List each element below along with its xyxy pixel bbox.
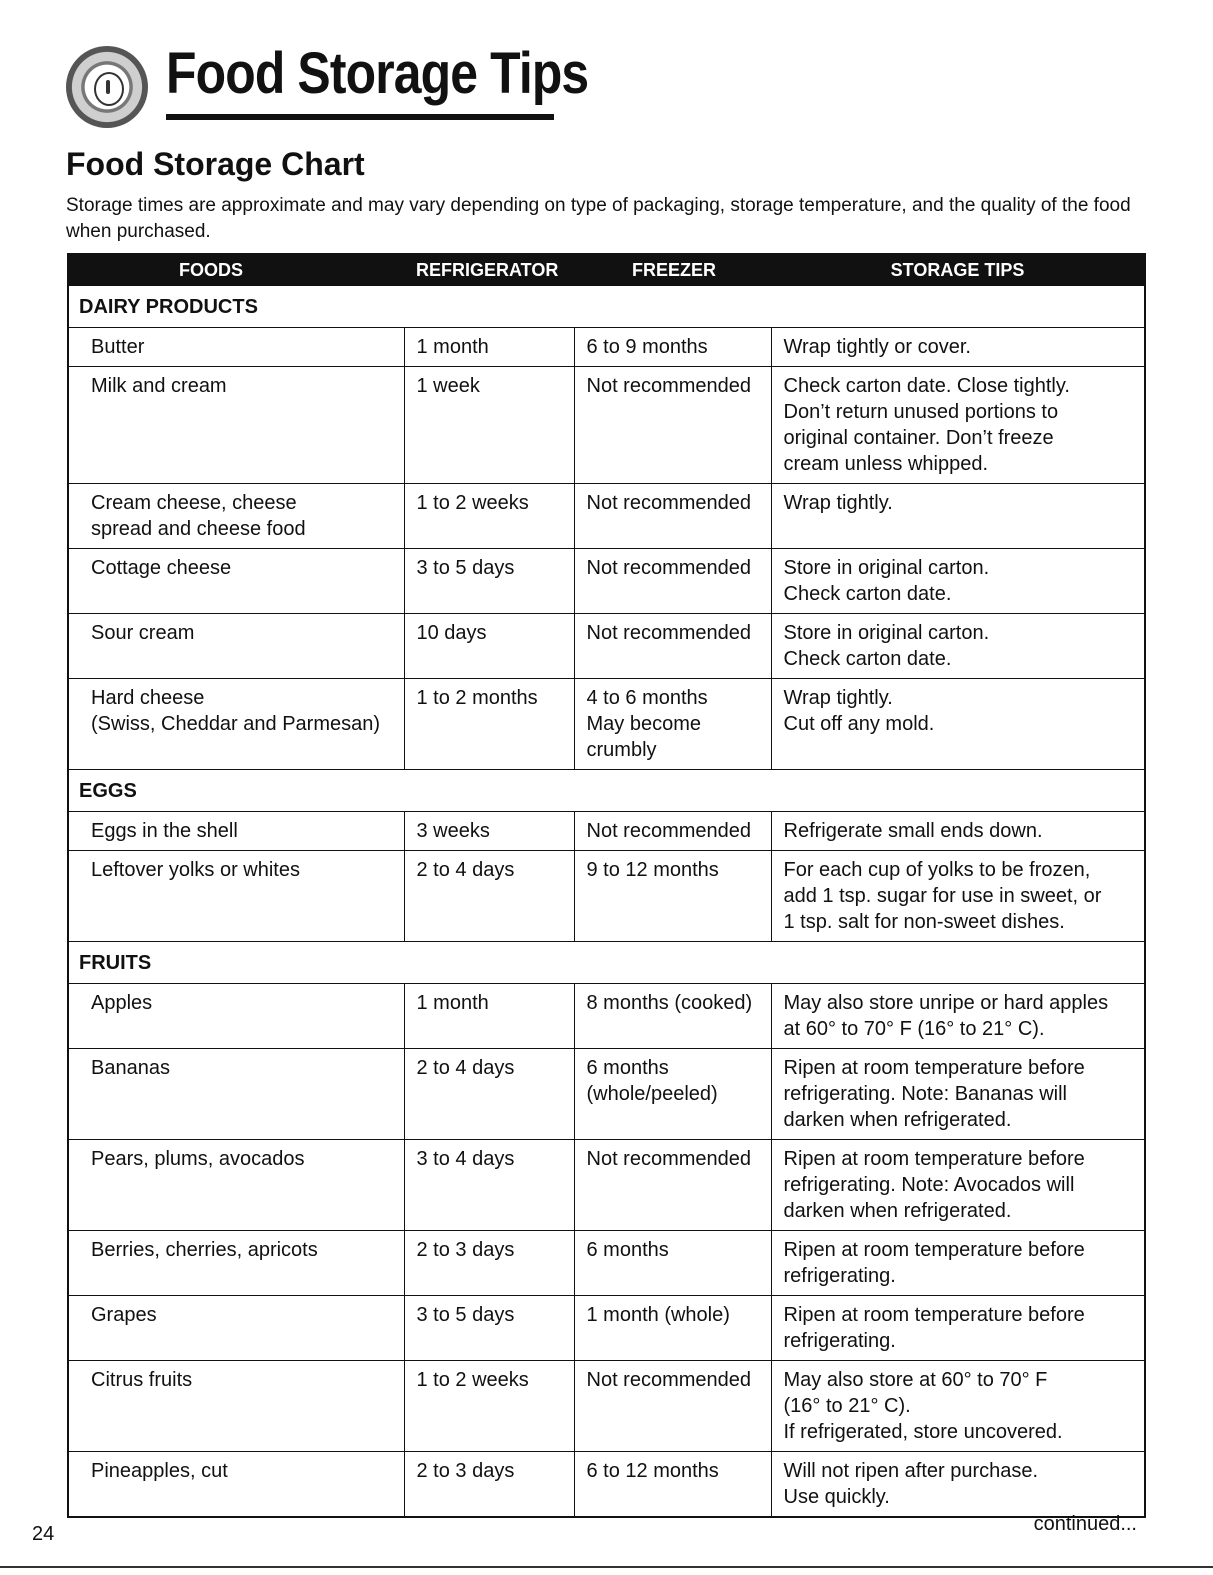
table-body [68, 286, 1145, 1518]
storage-tip-cell: Will not ripen after purchase. Use quickly. [771, 1452, 1145, 1518]
section-heading: DAIRY PRODUCTS [68, 286, 1145, 328]
refrigerator-cell: 1 month [404, 984, 574, 1049]
section-row [68, 770, 1145, 812]
storage-tip-cell: Ripen at room temperature before refrigerating. Note: Avocados will darken when refrigerated. [771, 1140, 1145, 1231]
freezer-cell: Not recommended [574, 549, 771, 614]
refrigerator-cell: 3 weeks [404, 812, 574, 851]
table-row [68, 1049, 1145, 1140]
table-row [68, 328, 1145, 367]
storage-tip-cell: Check carton date. Close tightly. Don’t return unused portions to original container. Don’t freeze cream unless whipped. [771, 367, 1145, 484]
storage-tip-cell: Ripen at room temperature before refrigerating. Note: Bananas will darken when refrigerated. [771, 1049, 1145, 1140]
food-cell: Pineapples, cut [68, 1452, 404, 1518]
storage-tip-cell: Ripen at room temperature before refrigerating. [771, 1231, 1145, 1296]
refrigerator-cell: 1 to 2 months [404, 679, 574, 770]
storage-tip-cell: Store in original carton. Check carton date. [771, 549, 1145, 614]
refrigerator-dial-icon [66, 46, 148, 128]
table-row [68, 1140, 1145, 1231]
table-row [68, 679, 1145, 770]
food-cell: Pears, plums, avocados [68, 1140, 404, 1231]
freezer-cell: Not recommended [574, 367, 771, 484]
table-row [68, 1231, 1145, 1296]
food-cell: Cottage cheese [68, 549, 404, 614]
refrigerator-cell: 2 to 3 days [404, 1231, 574, 1296]
page-number: 24 [32, 1523, 55, 1545]
table-header-row [68, 254, 1145, 286]
chart-intro: Storage times are approximate and may vary depending on type of packaging, storage temperature, and the quality of the food when purchased. [66, 195, 1131, 242]
refrigerator-cell: 3 to 5 days [404, 549, 574, 614]
section-row [68, 942, 1145, 984]
freezer-cell: 4 to 6 months May become crumbly [574, 679, 771, 770]
refrigerator-cell: 2 to 4 days [404, 851, 574, 942]
storage-tip-cell: Store in original carton. Check carton date. [771, 614, 1145, 679]
refrigerator-cell: 3 to 4 days [404, 1140, 574, 1231]
storage-tip-cell: Wrap tightly or cover. [771, 328, 1145, 367]
freezer-cell: 1 month (whole) [574, 1296, 771, 1361]
refrigerator-cell: 1 to 2 weeks [404, 1361, 574, 1452]
storage-tip-cell: For each cup of yolks to be frozen, add 1 tsp. sugar for use in sweet, or 1 tsp. salt for non-sweet dishes. [771, 851, 1145, 942]
food-storage-table [67, 253, 1146, 1518]
section-row [68, 286, 1145, 328]
table-row [68, 1452, 1145, 1518]
freezer-cell: 6 months (whole/peeled) [574, 1049, 771, 1140]
refrigerator-cell: 10 days [404, 614, 574, 679]
freezer-cell: 6 months [574, 1231, 771, 1296]
freezer-cell: 6 to 9 months [574, 328, 771, 367]
table-row [68, 1361, 1145, 1452]
freezer-cell: 6 to 12 months [574, 1452, 771, 1518]
food-cell: Hard cheese (Swiss, Cheddar and Parmesan) [68, 679, 404, 770]
table-row [68, 367, 1145, 484]
food-cell: Bananas [68, 1049, 404, 1140]
table-row [68, 851, 1145, 942]
title-underline [166, 114, 554, 120]
refrigerator-cell: 3 to 5 days [404, 1296, 574, 1361]
storage-tip-cell: Wrap tightly. Cut off any mold. [771, 679, 1145, 770]
food-cell: Milk and cream [68, 367, 404, 484]
freezer-cell: Not recommended [574, 1361, 771, 1452]
chart-title: Food Storage Chart [66, 146, 365, 182]
storage-tip-cell: Wrap tightly. [771, 484, 1145, 549]
table-row [68, 984, 1145, 1049]
food-cell: Berries, cherries, apricots [68, 1231, 404, 1296]
food-cell: Grapes [68, 1296, 404, 1361]
section-heading: EGGS [68, 770, 1145, 812]
refrigerator-cell: 2 to 4 days [404, 1049, 574, 1140]
refrigerator-cell: 1 to 2 weeks [404, 484, 574, 549]
food-cell: Leftover yolks or whites [68, 851, 404, 942]
refrigerator-cell: 2 to 3 days [404, 1452, 574, 1518]
refrigerator-cell: 1 month [404, 328, 574, 367]
table-row [68, 549, 1145, 614]
refrigerator-cell: 1 week [404, 367, 574, 484]
continued-note: continued... [1033, 1513, 1137, 1535]
food-cell: Eggs in the shell [68, 812, 404, 851]
freezer-cell: Not recommended [574, 1140, 771, 1231]
freezer-cell: 9 to 12 months [574, 851, 771, 942]
column-header-foods: FOODS [68, 254, 404, 286]
table-row [68, 484, 1145, 549]
storage-tip-cell: Refrigerate small ends down. [771, 812, 1145, 851]
freezer-cell: Not recommended [574, 484, 771, 549]
brand-title: Food Storage Tips [166, 41, 589, 106]
food-cell: Citrus fruits [68, 1361, 404, 1452]
storage-tip-cell: May also store unripe or hard apples at 60° to 70° F (16° to 21° C). [771, 984, 1145, 1049]
food-cell: Apples [68, 984, 404, 1049]
storage-tip-cell: Ripen at room temperature before refrigerating. [771, 1296, 1145, 1361]
freezer-cell: Not recommended [574, 614, 771, 679]
food-cell: Sour cream [68, 614, 404, 679]
table-row [68, 1296, 1145, 1361]
bottom-divider [0, 1566, 1213, 1568]
food-cell: Butter [68, 328, 404, 367]
column-header-freezer: FREEZER [574, 254, 771, 286]
column-header-refrigerator: REFRIGERATOR [404, 254, 574, 286]
table-row [68, 812, 1145, 851]
storage-tip-cell: May also store at 60° to 70° F (16° to 21° C). If refrigerated, store uncovered. [771, 1361, 1145, 1452]
column-header-storage-tips: STORAGE TIPS [771, 254, 1145, 286]
section-heading: FRUITS [68, 942, 1145, 984]
freezer-cell: 8 months (cooked) [574, 984, 771, 1049]
food-cell: Cream cheese, cheese spread and cheese food [68, 484, 404, 549]
table-row [68, 614, 1145, 679]
freezer-cell: Not recommended [574, 812, 771, 851]
